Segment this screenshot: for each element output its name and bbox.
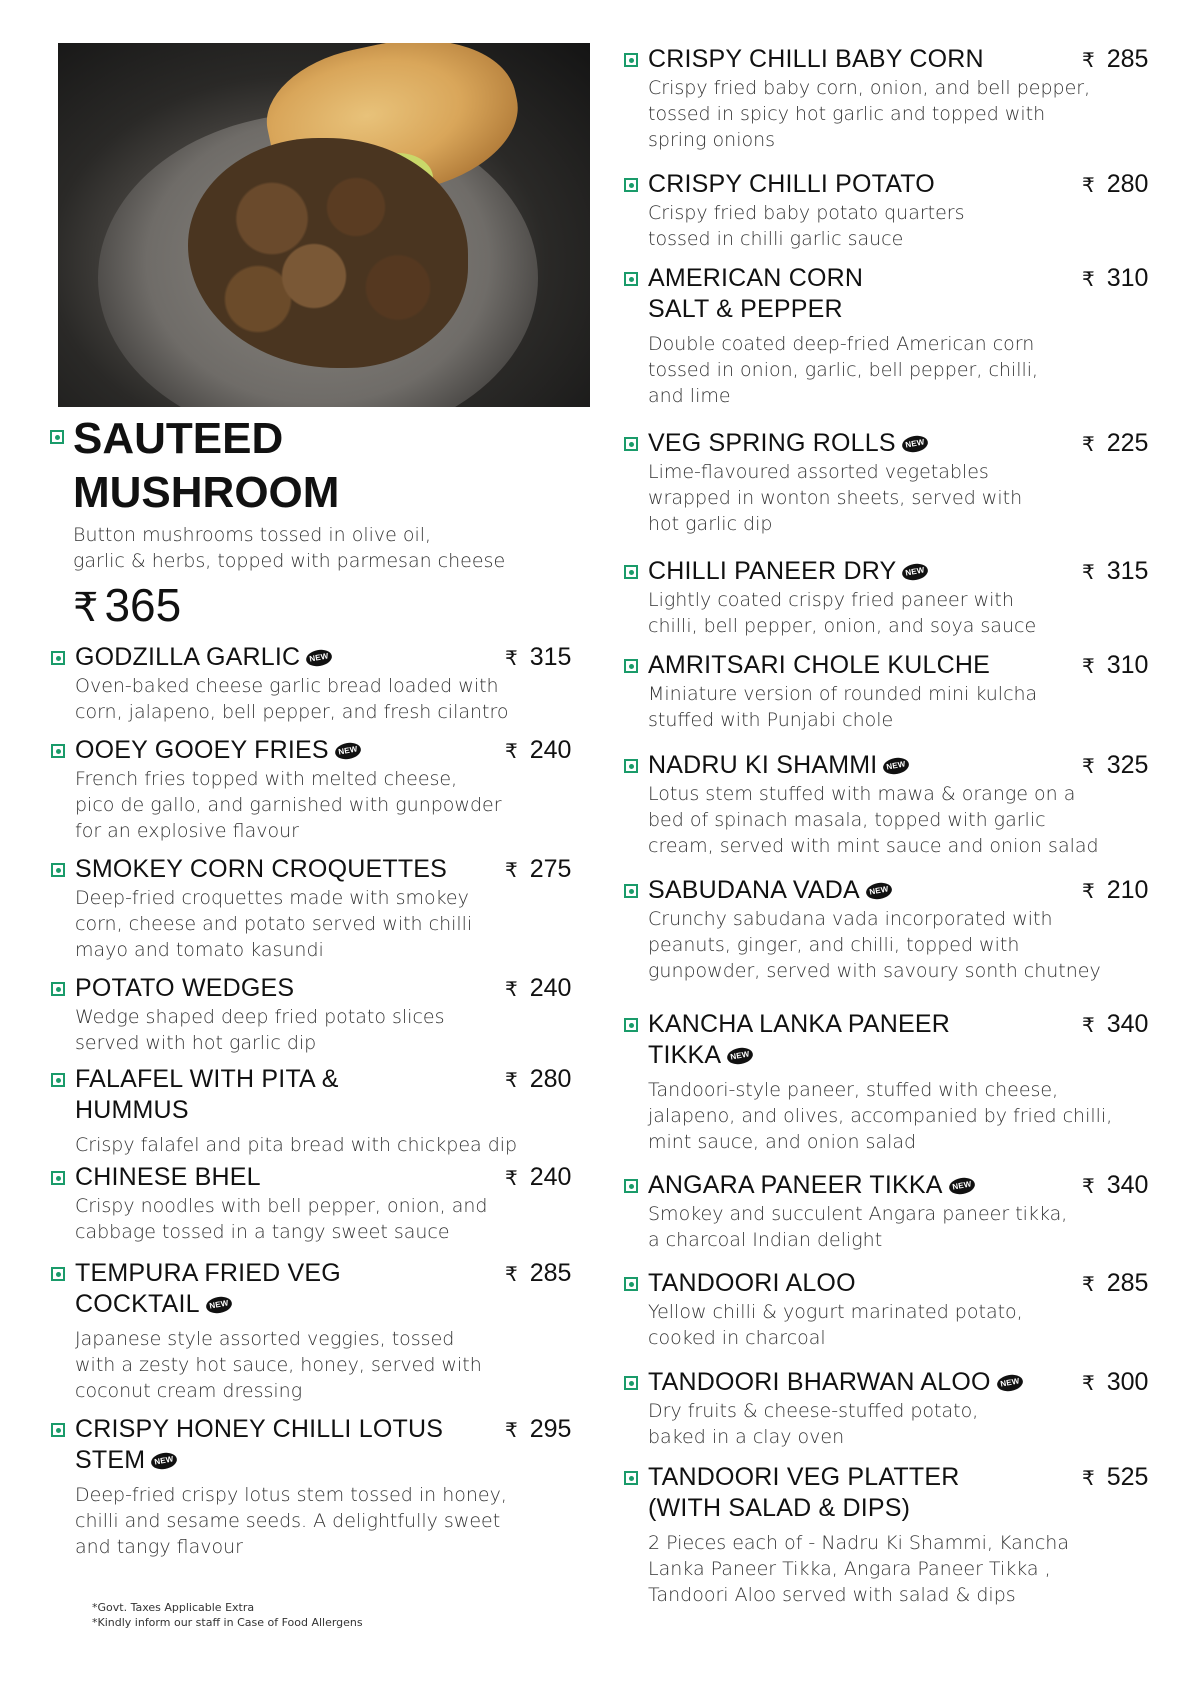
menu-item [648, 44, 1090, 153]
footer-allergen-note: *Kindly inform our staff in Case of Food Allergens [92, 1616, 363, 1629]
item-desc-line: stuffed with Punjabi chole [648, 709, 894, 731]
menu-item [75, 1162, 487, 1245]
new-badge-icon: NEW [205, 1295, 233, 1315]
rupee-icon: ₹ [505, 648, 518, 670]
new-badge-icon: NEW [150, 1451, 178, 1471]
menu-item [75, 642, 509, 725]
item-name: VEG SPRING ROLLS NEW [648, 428, 1022, 459]
veg-mark-icon [624, 178, 638, 192]
item-desc-line: mayo and tomato kasundi [75, 939, 324, 961]
item-name-line2: SALT & PEPPER [648, 295, 843, 323]
item-name-line1: FALAFEL WITH PITA & [75, 1065, 339, 1093]
veg-mark-icon [624, 759, 638, 773]
rupee-icon: ₹ [1082, 1274, 1095, 1296]
item-desc-line: Tandoori-style paneer, stuffed with cheese, [648, 1079, 1059, 1101]
rupee-icon: ₹ [1082, 1373, 1095, 1395]
item-name-line2: (WITH SALAD & DIPS) [648, 1494, 911, 1522]
rupee-icon: ₹ [505, 741, 518, 763]
new-badge-icon: NEW [901, 434, 929, 454]
rupee-icon: ₹ [1082, 434, 1095, 456]
item-desc-line: Yellow chilli & yogurt marinated potato, [648, 1301, 1023, 1323]
menu-item [75, 1258, 482, 1404]
item-name-line1: TEMPURA FRIED VEG [75, 1259, 341, 1287]
veg-mark-icon [624, 1018, 638, 1032]
item-desc-line: hot garlic dip [648, 513, 773, 535]
item-name: AMRITSARI CHOLE KULCHE [648, 651, 990, 679]
item-desc-line: Tandoori Aloo served with salad & dips [648, 1584, 1016, 1606]
menu-item [648, 750, 1099, 859]
item-desc-line: Lightly coated crispy fried paneer with [648, 589, 1014, 611]
menu-item [648, 1170, 1067, 1253]
footer-notes [92, 1600, 363, 1630]
item-name: POTATO WEDGES [75, 974, 295, 1002]
item-desc-line: Crispy fried baby potato quarters [648, 202, 965, 224]
item-price: ₹ 240 [505, 1163, 572, 1191]
item-name: CRISPY CHILLI BABY CORN [648, 45, 984, 73]
rupee-icon: ₹ [1082, 269, 1095, 291]
item-desc-line: Oven-baked cheese garlic bread loaded with [75, 675, 499, 697]
item-desc-line: Lime-flavoured assorted vegetables [648, 461, 989, 483]
item-name-line2: COCKTAIL NEW [75, 1289, 482, 1320]
item-desc-line: 2 Pieces each of - Nadru Ki Shammi, Kancha [648, 1532, 1069, 1554]
rupee-icon: ₹ [73, 586, 99, 630]
item-desc-line: French fries topped with melted cheese, [75, 768, 458, 790]
item-desc-line: Crunchy sabudana vada incorporated with [648, 908, 1053, 930]
item-price: ₹ 240 [505, 974, 572, 1002]
item-desc-line: tossed in spicy hot garlic and topped with [648, 103, 1046, 125]
item-price: ₹ 275 [505, 855, 572, 883]
menu-item [648, 169, 965, 252]
item-desc-line: Crispy fried baby corn, onion, and bell pepper, [648, 77, 1091, 99]
item-name: SABUDANA VADA NEW [648, 875, 1101, 906]
item-name: OOEY GOOEY FRIES NEW [75, 735, 502, 766]
item-desc-line: a charcoal Indian delight [648, 1229, 883, 1251]
item-desc-line: cream, served with mint sauce and onion salad [648, 835, 1099, 857]
veg-mark-icon [624, 1179, 638, 1193]
veg-mark-icon [51, 651, 65, 665]
item-name: GODZILLA GARLIC NEW [75, 642, 509, 673]
rupee-icon: ₹ [1082, 881, 1095, 903]
item-desc-line: corn, cheese and potato served with chilli [75, 913, 473, 935]
item-name: ANGARA PANEER TIKKA NEW [648, 1170, 1067, 1201]
rupee-icon: ₹ [505, 979, 518, 1001]
item-price: ₹ 225 [1082, 429, 1149, 457]
item-desc-line: gunpowder, served with savoury sonth chutney [648, 960, 1101, 982]
rupee-icon: ₹ [505, 1264, 518, 1286]
veg-mark-icon [624, 272, 638, 286]
item-desc-line: Deep-fried croquettes made with smokey [75, 887, 469, 909]
item-price: ₹ 210 [1082, 876, 1149, 904]
item-desc-line: jalapeno, and olives, accompanied by fried chilli, [648, 1105, 1113, 1127]
item-desc-line: Smokey and succulent Angara paneer tikka, [648, 1203, 1068, 1225]
item-desc-line: pico de gallo, and garnished with gunpowder [75, 794, 502, 816]
featured-desc-line2: garlic & herbs, topped with parmesan cheese [73, 550, 506, 572]
featured-item [73, 412, 505, 633]
item-desc-line: tossed in chilli garlic sauce [648, 228, 904, 250]
menu-item [648, 650, 1037, 733]
item-desc-line: Dry fruits & cheese-stuffed potato, [648, 1400, 979, 1422]
item-desc-line: peanuts, ginger, and chilli, topped with [648, 934, 1020, 956]
rupee-icon: ₹ [505, 860, 518, 882]
item-desc-line: coconut cream dressing [75, 1380, 303, 1402]
item-desc-line: bed of spinach masala, topped with garlic [648, 809, 1046, 831]
featured-name-line1: SAUTEED [73, 414, 284, 463]
item-desc-line: spring onions [648, 129, 776, 151]
item-desc-line: Double coated deep-fried American corn [648, 333, 1035, 355]
veg-mark-icon [624, 1277, 638, 1291]
veg-mark-icon [51, 744, 65, 758]
item-price: ₹ 325 [1082, 751, 1149, 779]
rupee-icon: ₹ [1082, 175, 1095, 197]
item-name-line1: CRISPY HONEY CHILLI LOTUS [75, 1415, 444, 1443]
new-badge-icon: NEW [901, 562, 929, 582]
new-badge-icon: NEW [865, 881, 893, 901]
item-name-line1: KANCHA LANKA PANEER [648, 1010, 951, 1038]
veg-mark-icon [50, 430, 64, 444]
rupee-icon: ₹ [1082, 1468, 1095, 1490]
item-price: ₹ 315 [1082, 557, 1149, 585]
item-desc-line: corn, jalapeno, bell pepper, and fresh cilantro [75, 701, 509, 723]
rupee-icon: ₹ [505, 1168, 518, 1190]
item-name-line1: TANDOORI VEG PLATTER [648, 1463, 960, 1491]
item-price: ₹ 340 [1082, 1010, 1149, 1038]
rupee-icon: ₹ [1082, 1176, 1095, 1198]
item-price: ₹ 240 [505, 736, 572, 764]
item-desc-line: Miniature version of rounded mini kulcha [648, 683, 1038, 705]
item-desc-line: Deep-fried crispy lotus stem tossed in honey, [75, 1484, 507, 1506]
item-name-line2: HUMMUS [75, 1096, 189, 1124]
menu-item [648, 1009, 1112, 1155]
item-price: ₹ 340 [1082, 1171, 1149, 1199]
menu-item [648, 1268, 1023, 1351]
menu-item [648, 263, 1038, 409]
menu-item [648, 428, 1022, 537]
item-price: ₹ 525 [1082, 1463, 1149, 1491]
item-price: ₹ 285 [505, 1259, 572, 1287]
menu-item [648, 1462, 1069, 1608]
item-name-line1: AMERICAN CORN [648, 264, 864, 292]
item-desc-line: tossed in onion, garlic, bell pepper, chilli, [648, 359, 1039, 381]
item-price: ₹ 310 [1082, 651, 1149, 679]
item-name: CRISPY CHILLI POTATO [648, 170, 935, 198]
veg-mark-icon [624, 659, 638, 673]
veg-mark-icon [624, 53, 638, 67]
new-badge-icon: NEW [334, 741, 362, 761]
rupee-icon: ₹ [1082, 656, 1095, 678]
rupee-icon: ₹ [1082, 562, 1095, 584]
item-desc-line: and lime [648, 385, 731, 407]
item-desc-line: cabbage tossed in a tangy sweet sauce [75, 1221, 450, 1243]
veg-mark-icon [51, 1073, 65, 1087]
item-price: ₹ 280 [505, 1065, 572, 1093]
menu-item [648, 875, 1101, 984]
item-price: ₹ 285 [1082, 1269, 1149, 1297]
item-price: ₹ 295 [505, 1415, 572, 1443]
new-badge-icon: NEW [726, 1046, 754, 1066]
menu-item [75, 1414, 507, 1560]
item-name-line2: STEM NEW [75, 1445, 507, 1476]
item-desc-line: for an explosive flavour [75, 820, 299, 842]
rupee-icon: ₹ [1082, 50, 1095, 72]
item-desc-line: cooked in charcoal [648, 1327, 826, 1349]
veg-mark-icon [624, 1376, 638, 1390]
veg-mark-icon [51, 1171, 65, 1185]
footer-taxes-note: *Govt. Taxes Applicable Extra [92, 1601, 255, 1614]
item-price: ₹ 280 [1082, 170, 1149, 198]
item-desc-line: with a zesty hot sauce, honey, served with [75, 1354, 482, 1376]
featured-name-line2: MUSHROOM [73, 468, 340, 517]
veg-mark-icon [51, 1267, 65, 1281]
veg-mark-icon [51, 982, 65, 996]
new-badge-icon: NEW [882, 756, 910, 776]
item-name: TANDOORI BHARWAN ALOO NEW [648, 1367, 1023, 1398]
menu-item [75, 973, 444, 1056]
veg-mark-icon [51, 1423, 65, 1437]
veg-mark-icon [624, 1471, 638, 1485]
item-desc-line: Lanka Paneer Tikka, Angara Paneer Tikka , [648, 1558, 1051, 1580]
menu-item [75, 735, 502, 844]
veg-mark-icon [51, 863, 65, 877]
item-price: ₹ 300 [1082, 1368, 1149, 1396]
new-badge-icon: NEW [995, 1373, 1023, 1393]
item-desc-line: Crispy falafel and pita bread with chickpea dip [75, 1134, 518, 1156]
item-desc-line: Wedge shaped deep fried potato slices [75, 1006, 445, 1028]
item-desc-line: baked in a clay oven [648, 1426, 845, 1448]
veg-mark-icon [624, 884, 638, 898]
item-desc-line: served with hot garlic dip [75, 1032, 317, 1054]
item-name: CHINESE BHEL [75, 1163, 261, 1191]
item-desc-line: Crispy noodles with bell pepper, onion, and [75, 1195, 488, 1217]
featured-desc-line1: Button mushrooms tossed in olive oil, [73, 524, 432, 546]
rupee-icon: ₹ [1082, 1015, 1095, 1037]
new-badge-icon: NEW [947, 1176, 975, 1196]
item-desc-line: wrapped in wonton sheets, served with [648, 487, 1023, 509]
item-desc-line: chilli, bell pepper, onion, and soya sauce [648, 615, 1037, 637]
rupee-icon: ₹ [505, 1420, 518, 1442]
featured-price: ₹ 365 [73, 579, 182, 631]
menu-item [648, 556, 1036, 639]
item-name-line2: TIKKA NEW [648, 1040, 1112, 1071]
item-price: ₹ 285 [1082, 45, 1149, 73]
menu-item [75, 854, 472, 963]
item-name: SMOKEY CORN CROQUETTES [75, 855, 448, 883]
veg-mark-icon [624, 437, 638, 451]
item-name: TANDOORI ALOO [648, 1269, 856, 1297]
rupee-icon: ₹ [505, 1070, 518, 1092]
menu-item [75, 1064, 517, 1158]
rupee-icon: ₹ [1082, 756, 1095, 778]
item-desc-line: mint sauce, and onion salad [648, 1131, 917, 1153]
dish-photo-sauteed-mushroom [58, 43, 590, 407]
item-price: ₹ 310 [1082, 264, 1149, 292]
new-badge-icon: NEW [305, 648, 333, 668]
item-name: CHILLI PANEER DRY NEW [648, 556, 1036, 587]
item-desc-line: and tangy flavour [75, 1536, 243, 1558]
item-name: NADRU KI SHAMMI NEW [648, 750, 1099, 781]
veg-mark-icon [624, 565, 638, 579]
item-desc-line: Lotus stem stuffed with mawa & orange on a [648, 783, 1076, 805]
item-desc-line: Japanese style assorted veggies, tossed [75, 1328, 455, 1350]
item-desc-line: chilli and sesame seeds. A delightfully sweet [75, 1510, 501, 1532]
item-price: ₹ 315 [505, 643, 572, 671]
menu-item [648, 1367, 1023, 1450]
